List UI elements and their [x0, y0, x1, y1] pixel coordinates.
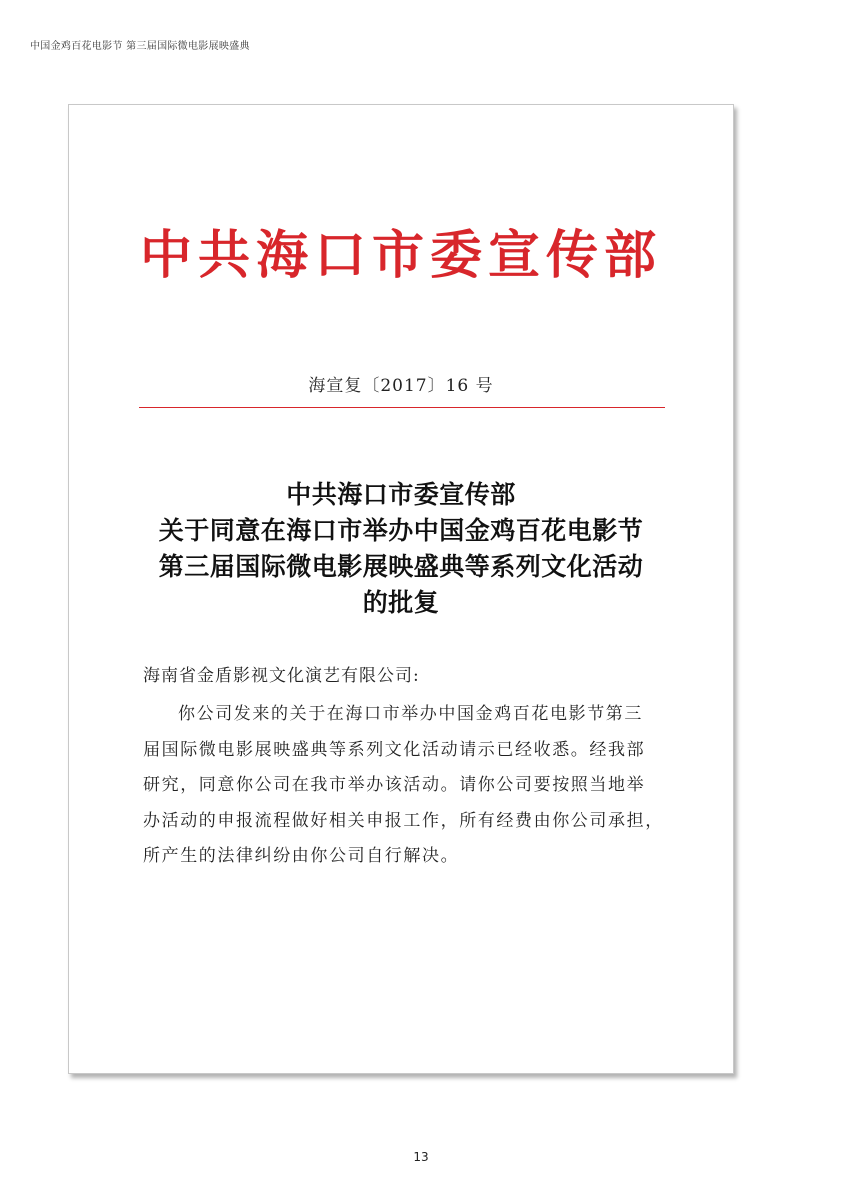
issuer-title: 中共海口市委宣传部 — [139, 226, 662, 286]
document-page — [68, 104, 734, 1074]
document-number: 海宣复〔2017〕16 号 — [308, 376, 494, 396]
body-line: 办活动的申报流程做好相关申报工作，所有经费由你公司承担， — [143, 810, 664, 831]
red-divider-line — [139, 407, 665, 408]
body-line: 研究，同意你公司在我市举办该活动。请你公司要按照当地举 — [143, 775, 646, 795]
document-headline — [69, 477, 733, 621]
headline-line: 关于同意在海口市举办中国金鸡百花电影节 — [158, 516, 644, 545]
headline-line: 第三届国际微电影展映盛典等系列文化活动 — [158, 552, 644, 581]
body-line: 所产生的法律纠纷由你公司自行解决。 — [143, 846, 460, 866]
body-line: 届国际微电影展映盛典等系列文化活动请示已经收悉。经我部 — [143, 739, 646, 760]
running-header: 中国金鸡百花电影节 第三届国际微电影展映盛典 — [30, 41, 250, 52]
salutation: 海南省金盾影视文化演艺有限公司: — [143, 666, 420, 686]
headline-line: 中共海口市委宣传部 — [286, 480, 516, 509]
page-number: 13 — [413, 1150, 429, 1164]
headline-line: 的批复 — [362, 588, 440, 617]
body-paragraph — [143, 697, 663, 875]
body-line: 你公司发来的关于在海口市举办中国金鸡百花电影节第三 — [178, 704, 643, 724]
